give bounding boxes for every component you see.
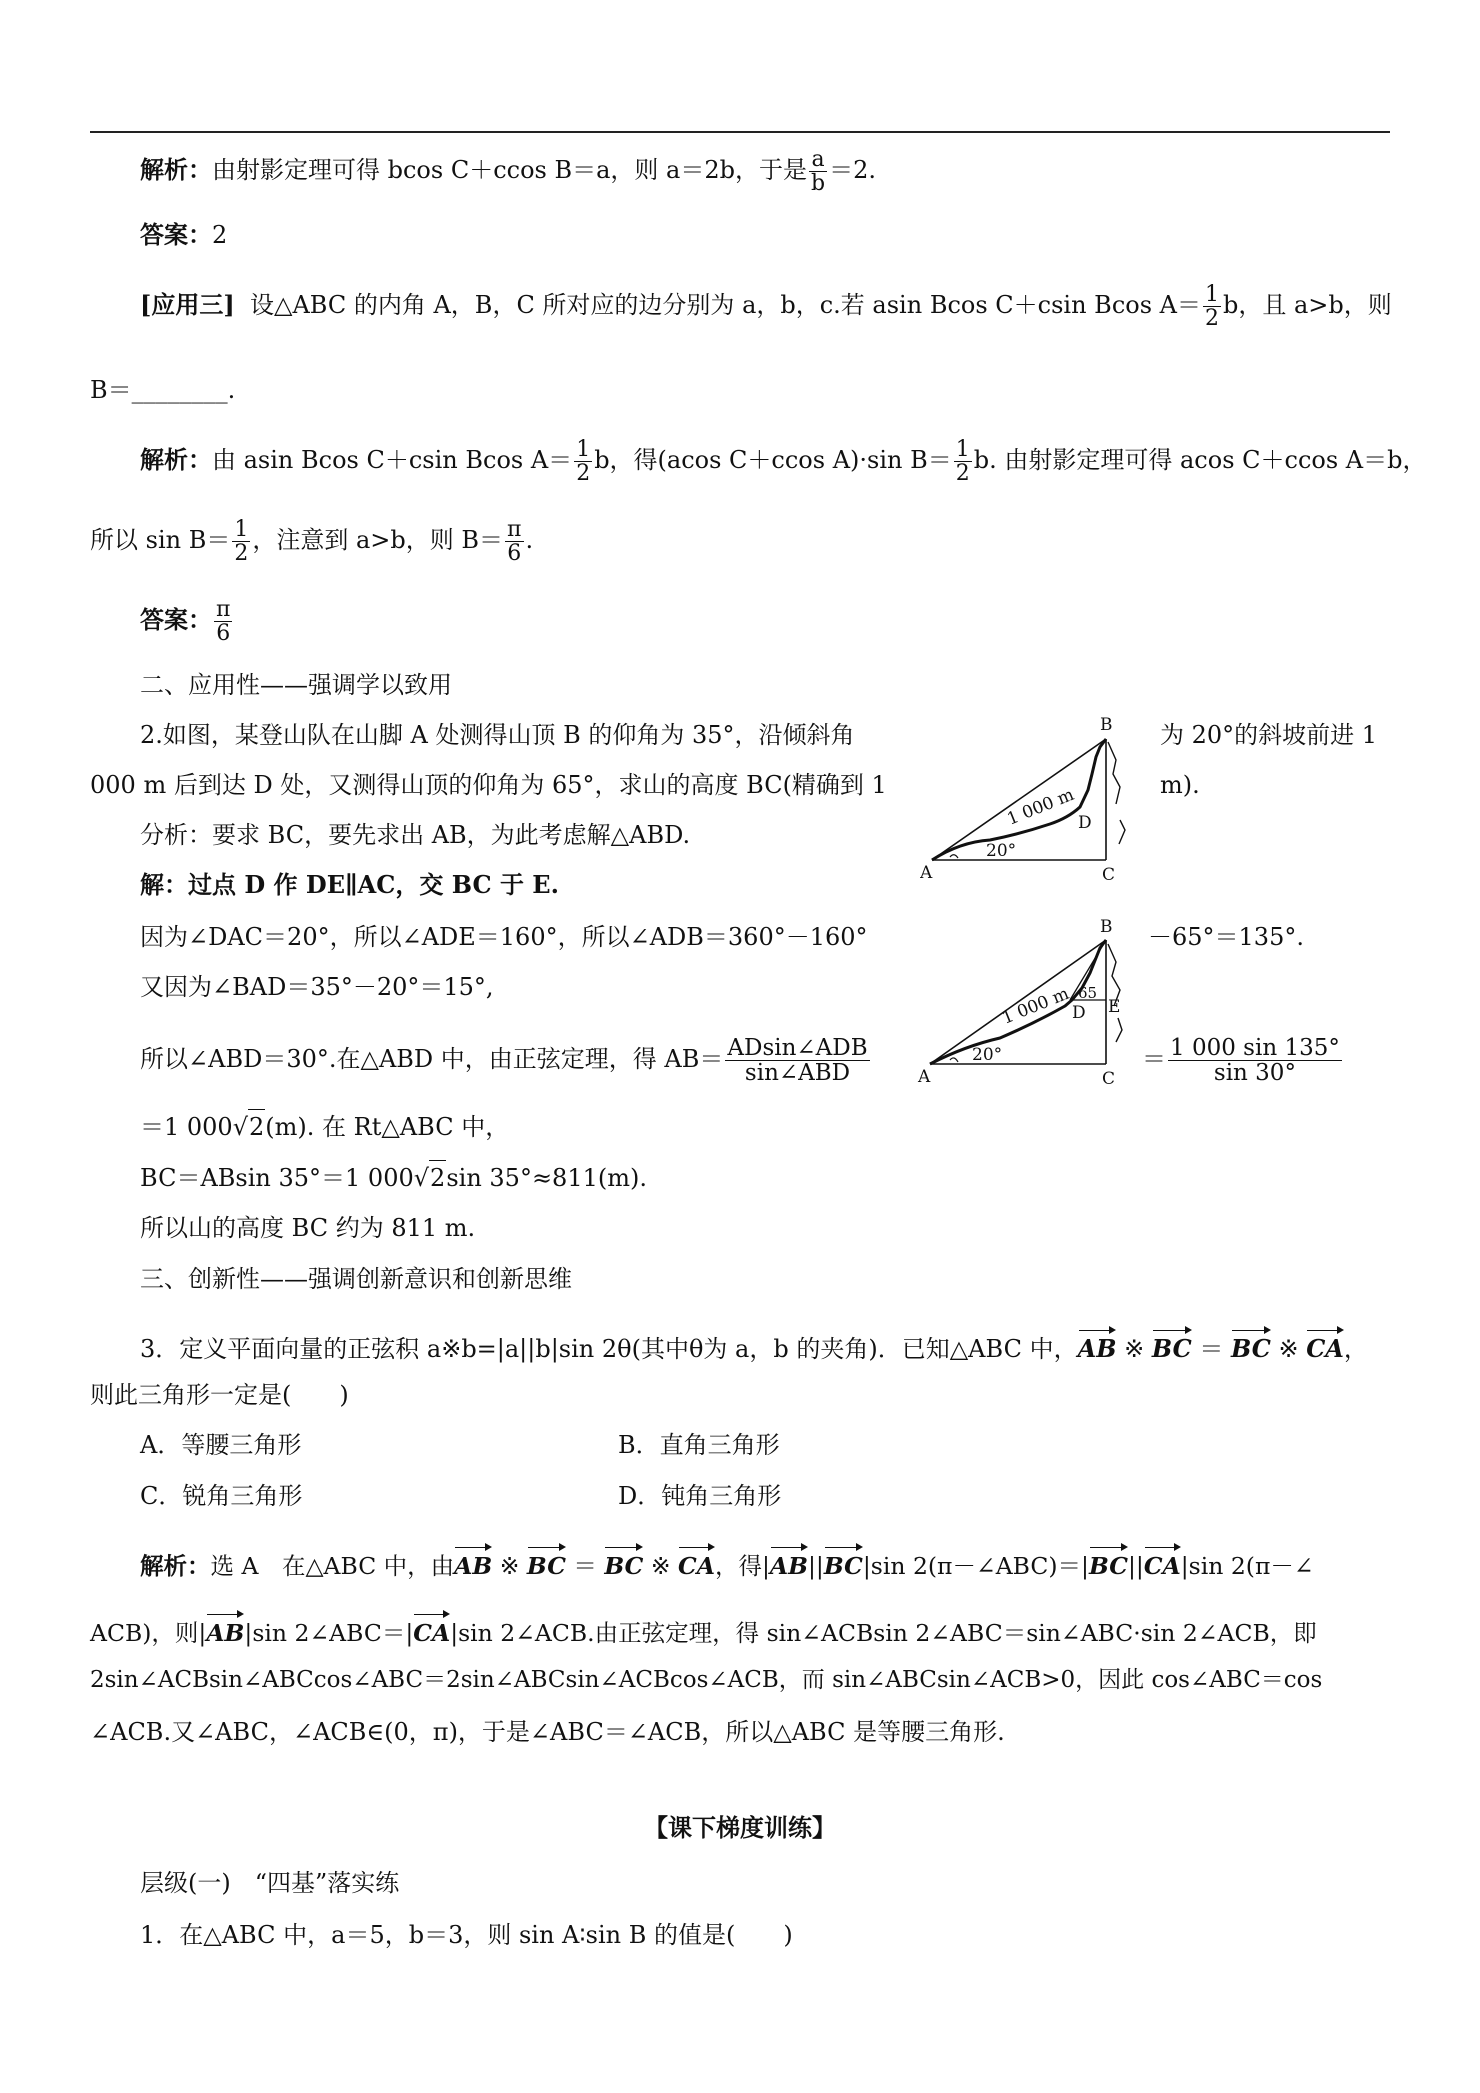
result-line-2: BC＝ABsin 35°＝1 000√2sin 35°≈811(m). [140,1160,647,1195]
question-3-line-1: 3．定义平面向量的正弦积 a※b=|a||b|sin 2θ(其中θ为 a，b 的夹角)．已知△ABC 中，AB ※ BC ＝ BC ※ CA， [140,1326,1368,1366]
sine-law-value: ＝ $\frac{1 000 \sin 135^\circ}{\sin 30^\circ}$ [1142,1035,1340,1087]
svg-text:E: E [1108,997,1121,1017]
svg-text:A: A [920,863,933,883]
option-c: C．锐角三角形 [140,1482,303,1510]
fraction-one-half: $\frac{1}{2}$ [1204,282,1219,332]
application-3-solution-1: 解析：由 asin Bcos C＋csin Bcos A＝ $\frac{1}{2}$ b，得(acos C＋ccos A)·sin B＝ $\frac{1}{2}$ b. 由射影定理可得 acos C＋ccos A＝b， [140,437,1427,487]
section-2-heading: 二、应用性——强调学以致用 [140,671,452,699]
application-3-solution-2: 所以 sin B＝ $\frac{1}{2}$ ，注意到 a>b，则 B＝ $\frac{\pi}{6}$ . [90,517,534,567]
question-3-line-2: 则此三角形一定是( ) [90,1381,349,1409]
top-rule [90,131,1390,133]
analysis-line: 分析：要求 BC，要先求出 AB，为此考虑解△ABD. [140,821,691,849]
svg-text:1 000 m: 1 000 m [1004,784,1077,830]
question-3-solution-1: 解析：选 A 在△ABC 中，由AB ※ BC ＝ BC ※ CA，得|AB||BC|sin 2(π－∠ABC)＝|BC||CA|sin 2(π－∠ [140,1543,1314,1583]
question-2-line-1b: 为 20°的斜坡前进 1 [1160,721,1378,749]
svg-text:B: B [1100,918,1113,937]
mountain-figure-1 [920,712,1150,892]
section-3-heading: 三、创新性——强调创新意识和创新思维 [140,1265,572,1293]
angle-line-1-tail: －65°＝135°. [1148,923,1304,951]
section-title: 【课下梯度训练】 [644,1813,836,1842]
solution-line-1: 解析：由射影定理可得 bcos C＋ccos B＝a，则 a＝2b，于是 $\frac{a}{b}$ ＝2. [140,147,876,197]
svg-text:65: 65 [1078,984,1098,1002]
svg-text:20°: 20° [972,1045,1003,1065]
application-3-answer: 答案： $\frac{\pi}{6}$ [140,597,231,647]
question-2-line-2b: m). [1160,771,1200,799]
application-3-question: [应用三] 设△ABC 的内角 A，B，C 所对应的边分别为 a，b，c.若 asin Bcos C＋csin Bcos A＝ $\frac{1}{2}$ b，且 a>b，则 [140,282,1392,332]
question-3-solution-3: 2sin∠ACBsin∠ABCcos∠ABC＝2sin∠ABCsin∠ACBcos∠ACB，而 sin∠ABCsin∠ACB>0，因此 cos∠ABC＝cos [90,1667,1323,1693]
application-3-blank: B＝________. [90,376,236,404]
solution-start: 解：过点 D 作 DE∥AC，交 BC 于 E. [140,870,559,899]
result-line-1: ＝1 000√2(m). 在 Rt△ABC 中， [140,1109,509,1144]
svg-text:20°: 20° [986,841,1017,861]
option-a: A．等腰三角形 [140,1431,302,1459]
svg-text:D: D [1072,1003,1086,1023]
answer-line-1: 答案：2 [140,220,228,249]
svg-text:A: A [918,1067,931,1087]
svg-text:1 000 m: 1 000 m [999,983,1072,1029]
level-heading: 层级(一) “四基”落实练 [140,1869,400,1897]
svg-text:D: D [1078,813,1092,833]
mountain-figure-2 [910,918,1150,1093]
result-line-3: 所以山的高度 BC 约为 811 m. [140,1214,476,1242]
sine-law-line: 所以∠ABD＝30°.在△ABD 中，由正弦定理，得 AB＝ $\frac{\text{ADsin∠ADB}}{\text{sin∠ABD}}$ [140,1035,868,1087]
angle-line-2: 又因为∠BAD＝35°－20°＝15°, [140,973,494,1001]
question-2-line-2a: 000 m 后到达 D 处，又测得山顶的仰角为 65°，求山的高度 BC(精确到 1 [90,771,887,799]
exercise-1: 1．在△ABC 中，a＝5，b＝3，则 sin A∶sin B 的值是( ) [140,1921,793,1949]
question-3-solution-4: ∠ACB.又∠ABC，∠ACB∈(0，π)，于是∠ABC＝∠ACB，所以△ABC 是等腰三角形. [90,1718,1005,1746]
question-3-solution-2: ACB)，则|AB|sin 2∠ABC＝|CA|sin 2∠ACB.由正弦定理，得 sin∠ACBsin 2∠ABC＝sin∠ABC·sin 2∠ACB，即 [90,1610,1317,1650]
option-d: D．钝角三角形 [618,1482,782,1510]
angle-line-1: 因为∠DAC＝20°，所以∠ADE＝160°，所以∠ADB＝360°－160° [140,923,868,951]
svg-text:C: C [1102,1069,1116,1089]
svg-text:B: B [1100,715,1113,735]
question-2-line-1a: 2.如图，某登山队在山脚 A 处测得山顶 B 的仰角为 35°，沿倾斜角 [140,721,855,749]
fraction-a-over-b: $\frac{a}{b}$ [810,147,826,197]
option-b: B．直角三角形 [618,1431,780,1459]
svg-text:C: C [1102,865,1116,885]
